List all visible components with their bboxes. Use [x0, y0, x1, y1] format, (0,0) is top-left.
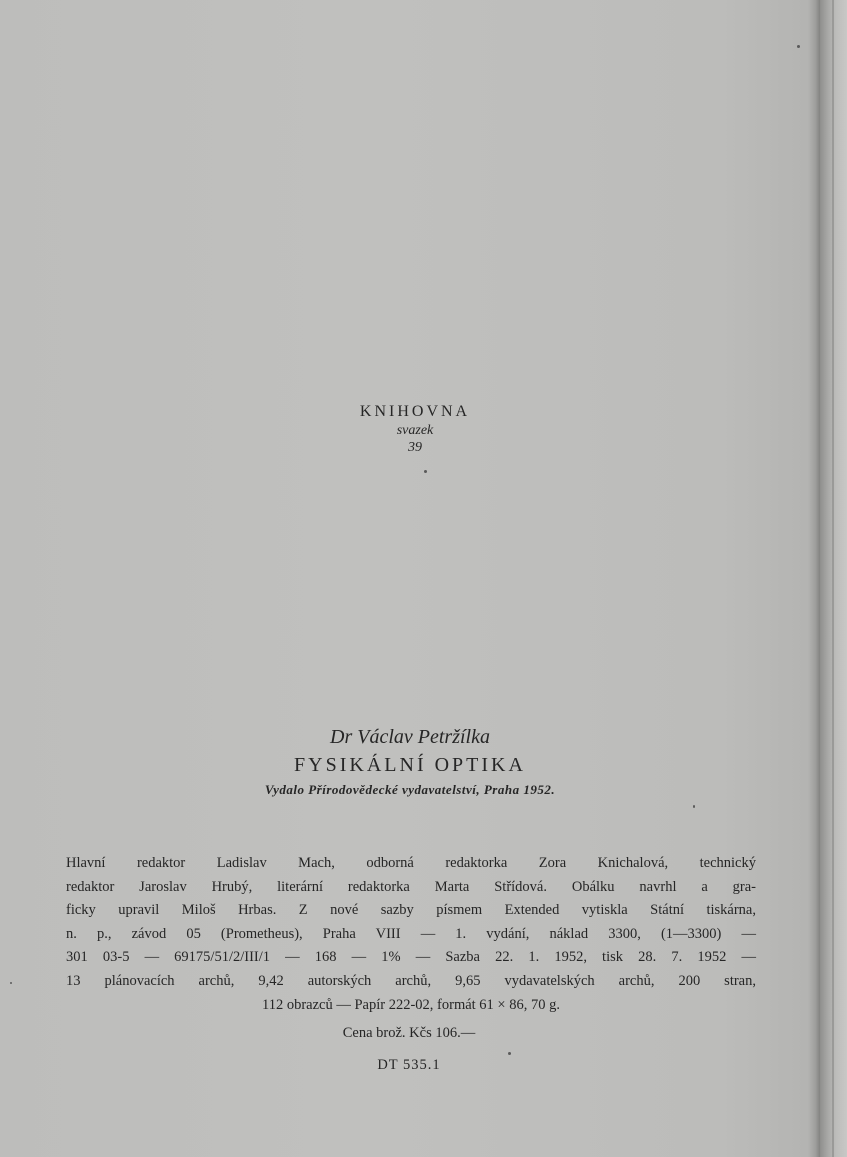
book-title: FYSIKÁLNÍ OPTIKA: [294, 754, 526, 776]
series-volume-number: 39: [408, 440, 422, 455]
series-block: [290, 402, 540, 457]
paper-speck: [797, 45, 800, 48]
imprint-line: 112 obrazců — Papír 222-02, formát 61 × 86, 70 g.: [262, 996, 560, 1013]
spine-edge: [832, 0, 834, 1157]
paper-speck: [693, 805, 695, 808]
imprint-line: Hlavní redaktor Ladislav Mach, odborná redaktorka Zora Knichalová, technický: [66, 855, 756, 871]
publisher-line: Vydalo Přírodovědecké vydavatelství, Praha 1952.: [264, 782, 556, 797]
imprint-line: 13 plánovacích archů, 9,42 autorských archů, 9,65 vydavatelských archů, 200 stran,: [66, 972, 756, 989]
imprint-paragraph: [66, 852, 756, 1017]
paper-speck: [424, 470, 427, 473]
classification-code: DT 535.1: [377, 1057, 441, 1073]
series-volume-label: svazek: [396, 423, 434, 438]
imprint-line: n. p., závod 05 (Prometheus), Praha VIII — 1. vydání, náklad 3300, (1—3300) —: [66, 925, 756, 942]
paper-speck: [10, 982, 12, 984]
title-block: [180, 724, 640, 800]
author-name: Dr Václav Petržílka: [330, 726, 490, 748]
imprint-line: 301 03-5 — 69175/51/2/III/1 — 168 — 1% — Sazba 22. 1. 1952, tisk 28. 7. 1952 —: [66, 949, 756, 966]
series-name: KNIHOVNA: [359, 403, 471, 420]
imprint-line: ficky upravil Miloš Hrbas. Z nové sazby písmem Extended vytiskla Státní tiskárna,: [66, 902, 756, 919]
imprint-line: redaktor Jaroslav Hrubý, literární redaktorka Marta Střídová. Obálku navrhl a gra-: [66, 878, 756, 895]
price-line: Cena brož. Kčs 106.—: [342, 1025, 476, 1041]
paper-speck: [508, 1052, 511, 1055]
